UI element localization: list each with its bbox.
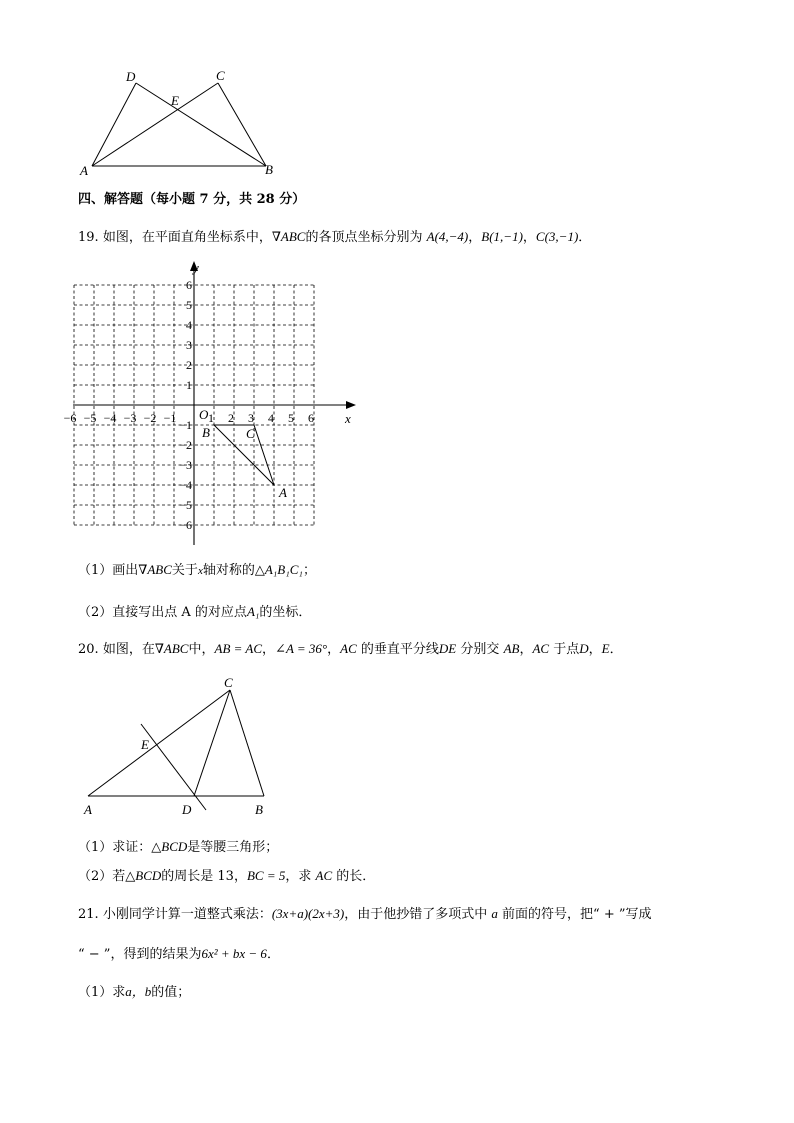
q20-sub2-a: （2）若: [78, 869, 126, 884]
q19-sep2: ，: [522, 230, 536, 245]
perpendicular-bisector-de: [141, 724, 206, 810]
q19-tri: ∇ABC: [271, 229, 306, 244]
q20-cond2: ∠A = 36°: [275, 641, 328, 656]
label-c: C: [224, 675, 233, 690]
top-figure: [70, 62, 300, 182]
y-tick-label: −6: [179, 518, 192, 532]
q19-text-b: 的各顶点坐标分别为: [305, 230, 423, 245]
q21-text-c: 前面的符号，把“ + ”写成: [502, 907, 652, 922]
x-axis-arrow: [346, 401, 356, 409]
x-tick-label: −3: [123, 411, 137, 425]
q20-sep1: ，: [262, 642, 276, 657]
q19-sub1-c: 轴对称的: [202, 563, 255, 578]
q19-sub2: [78, 603, 311, 622]
q20-ab: AB: [503, 641, 520, 656]
x-tick-label: −6: [63, 411, 77, 425]
q20-e: E: [601, 641, 610, 656]
q20-sub1-b: 是等腰三角形；: [187, 840, 279, 855]
label-b: B: [265, 162, 273, 177]
q19-sub1-end: ；: [302, 563, 316, 578]
q19-sub1-b: 关于: [171, 563, 198, 578]
y-tick-label: 6: [186, 278, 192, 292]
section-title: 四、解答题（每小题 7 分，共 28 分）: [78, 192, 306, 207]
q19-coord-b: B(1,−1): [481, 229, 523, 244]
x-tick-label: 3: [248, 411, 254, 425]
x-axis-label: x: [345, 411, 351, 426]
q20-sub1-a: （1）求证：: [78, 840, 152, 855]
q19-sub1-x: x: [197, 565, 203, 577]
q19-sub1-tri2: △A₁B₁C₁: [254, 562, 303, 577]
x-tick-label: −2: [143, 411, 157, 425]
q19-number: 19.: [78, 230, 99, 245]
segment-cd: [194, 690, 230, 796]
label-a: A: [80, 163, 88, 178]
label-e: E: [141, 737, 149, 752]
y-tick-label: −1: [179, 418, 192, 432]
q20-text-c: 的垂直平分线: [360, 642, 439, 657]
q20-sub2-bc: BC = 5: [246, 868, 286, 883]
x-tick-label: 4: [268, 411, 274, 425]
q20-figure: [70, 668, 290, 828]
label-a: A: [84, 802, 92, 817]
point-label-b: B: [202, 425, 210, 440]
label-b: B: [255, 802, 263, 817]
q20-de: DE: [438, 641, 457, 656]
q20-text-a: 如图，在: [102, 642, 155, 657]
q20-sub2-tri: △BCD: [125, 868, 162, 883]
x-tick-label: −4: [103, 411, 117, 425]
y-tick-label: −4: [179, 478, 192, 492]
q19-coord-a: A(4,−4): [426, 229, 469, 244]
q21-a: a: [491, 906, 498, 921]
segment-cb: [218, 83, 266, 166]
label-d: D: [126, 69, 136, 84]
point-label-c: C: [246, 426, 255, 441]
q20-text-d: 分别交: [460, 642, 500, 657]
q21-text-a: 小刚同学计算一道整式乘法：: [102, 907, 272, 922]
q20-cond1: AB = AC: [214, 641, 263, 656]
q20-sub2-d: 的长．: [336, 869, 376, 884]
q20-end: ．: [609, 642, 623, 657]
y-tick-label: 5: [186, 298, 192, 312]
q21-line2-end: ．: [266, 947, 280, 962]
q21-sub1-a: （1）求: [78, 985, 126, 1000]
label-c: C: [216, 68, 225, 83]
q20-sub2: [78, 867, 375, 886]
y-tick-label: 2: [186, 358, 192, 372]
q21-sub1-ab: a，b: [125, 984, 152, 999]
q19-sep1: ，: [468, 230, 482, 245]
q19-text-a: 如图，在平面直角坐标系中，: [102, 230, 272, 245]
q21-line2-a: “ − ”，得到的结果为: [78, 947, 202, 962]
q21-number: 21.: [78, 907, 99, 922]
y-axis-label: y: [193, 260, 199, 275]
y-tick-label: 3: [186, 338, 192, 352]
q19-sub2-pt: A₁: [246, 604, 260, 619]
q19-sub1-a: （1）画出: [78, 563, 139, 578]
q21-stem: [78, 905, 652, 924]
q21-sub1-b: 的值；: [151, 985, 191, 1000]
q19-end: ．: [578, 230, 592, 245]
label-e: E: [171, 93, 179, 108]
q20-d: D: [579, 641, 589, 656]
x-tick-label: 2: [228, 411, 234, 425]
q20-sub2-ac: AC: [315, 868, 333, 883]
q20-text-b: 中，: [188, 642, 215, 657]
label-d: D: [182, 802, 192, 817]
q19-sub2-a: （2）直接写出点 A 的对应点: [78, 605, 247, 620]
y-tick-label: −3: [179, 458, 192, 472]
y-tick-label: 1: [186, 378, 192, 392]
origin-label: O: [199, 407, 209, 422]
q21-sub1: [78, 983, 190, 1002]
x-tick-label: 5: [288, 411, 294, 425]
q19-sub2-b: 的坐标．: [259, 605, 312, 620]
q19-sub1: [78, 561, 316, 580]
triangle-abc: [214, 425, 274, 485]
segment-cb: [230, 690, 264, 796]
x-tick-label: −1: [163, 411, 177, 425]
q20-sub1: [78, 838, 278, 857]
y-tick-label: −2: [179, 438, 192, 452]
segment-ac: [88, 690, 230, 796]
q20-comma: ，: [519, 642, 533, 657]
q19-coord-c: C(3,−1): [535, 229, 579, 244]
q19-coordinate-grid: [63, 258, 368, 550]
q20-number: 20.: [78, 642, 99, 657]
q20-text-e: 于点: [553, 642, 580, 657]
q19-sub1-tri: ∇ABC: [138, 562, 172, 577]
x-tick-label: 6: [308, 411, 314, 425]
y-tick-label: −5: [179, 498, 192, 512]
q21-expr: (3x+a)(2x+3): [271, 906, 345, 921]
q21-result: 6x² + bx − 6: [201, 946, 267, 961]
q20-sep2: ，: [327, 642, 341, 657]
q21-line2: [78, 945, 280, 964]
q20-tri: ∇ABC: [154, 641, 189, 656]
q20-stem: [78, 640, 623, 659]
q20-comma2: ，: [588, 642, 602, 657]
x-tick-label: −5: [83, 411, 97, 425]
q20-sub1-tri: △BCD: [151, 839, 188, 854]
point-label-a: A: [279, 485, 287, 500]
x-tick-label: 1: [208, 411, 214, 425]
q19-stem: [78, 228, 591, 247]
segment-ad: [92, 83, 136, 166]
q20-ac: AC: [340, 641, 357, 656]
q21-text-b: ，由于他抄错了多项式中: [344, 907, 488, 922]
y-tick-label: 4: [186, 318, 192, 332]
q20-sub2-c: ，求: [285, 869, 312, 884]
q20-ac2: AC: [532, 641, 550, 656]
q20-sub2-b: 的周长是 13，: [161, 869, 247, 884]
